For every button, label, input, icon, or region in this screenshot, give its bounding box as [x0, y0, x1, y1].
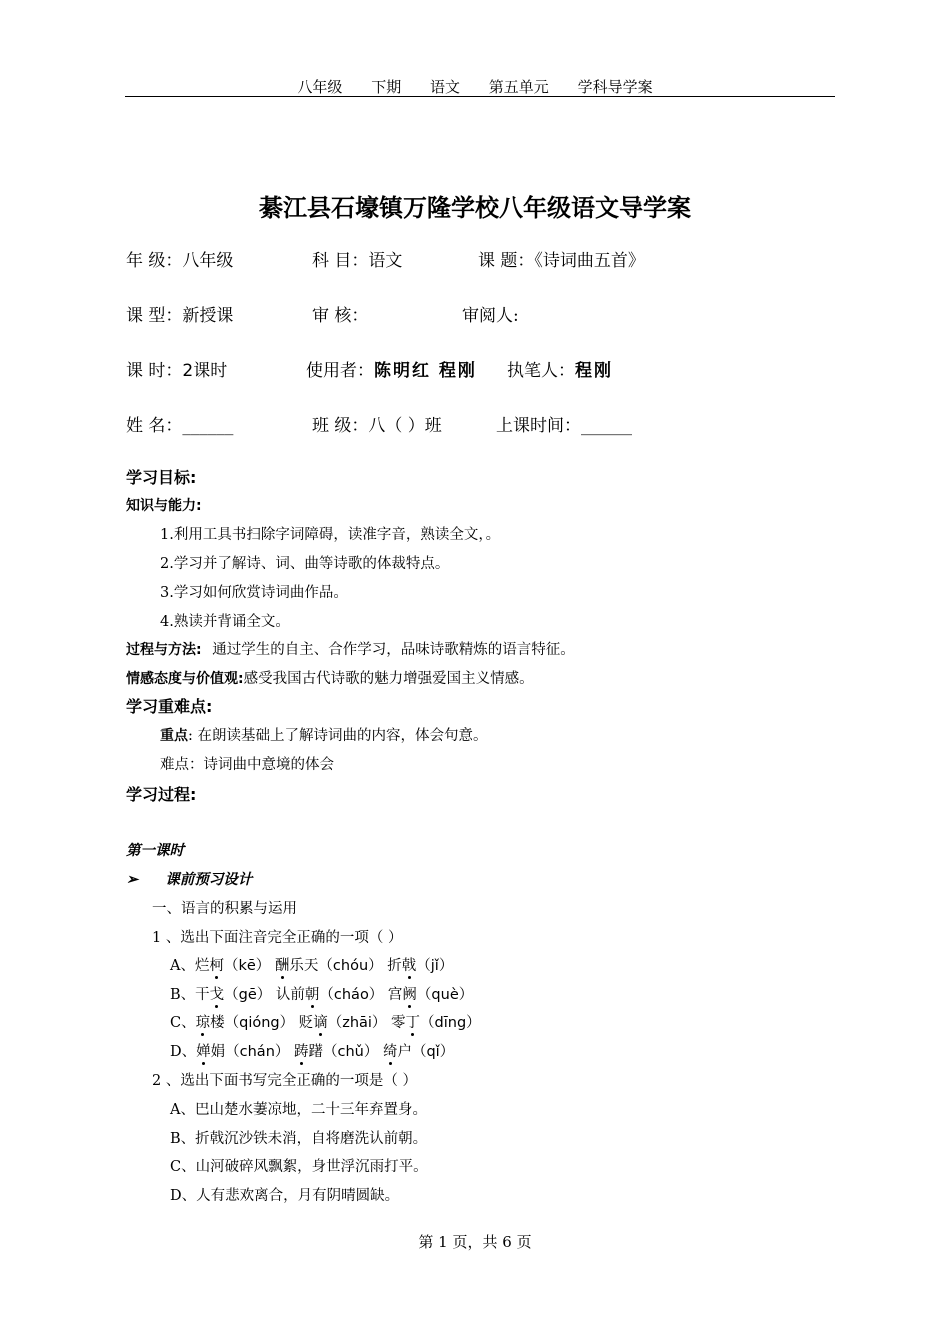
topic-value: 《诗词曲五首》 [534, 251, 645, 271]
meta-reader [462, 301, 519, 326]
process-heading: 学习过程: [126, 785, 197, 804]
header-term: 下期 [371, 78, 402, 96]
goal-item: 3.学习如何欣赏诗词曲作品。 [160, 585, 348, 601]
topic-label: 课 题： [478, 251, 535, 271]
name-blank: ______ [182, 416, 234, 436]
section-language: 一、语言的积累与运用 [152, 901, 297, 917]
preview-title: 课前预习设计 [165, 871, 253, 888]
q2-option-a: A、巴山楚水萋凉地，二十三年弃置身。 [170, 1102, 427, 1118]
author-value: 程刚 [575, 361, 613, 381]
preview-line [126, 868, 252, 889]
process-method-line [126, 638, 575, 659]
meta-topic [478, 246, 645, 271]
q1-option-c: C、琼楼（qióng） 贬谪（zhāi） 零丁（dīng） [170, 1015, 481, 1031]
meta-class [312, 411, 442, 436]
arrow-bullet-icon: ➢ [126, 871, 139, 888]
review-label: 审 核： [312, 306, 369, 326]
q2-option-d: D、人有悲欢离合，月有阴晴圆缺。 [170, 1188, 400, 1204]
meta-time [496, 411, 632, 436]
time-label: 上课时间： [496, 416, 581, 436]
meta-review [312, 301, 368, 326]
time-blank: ______ [581, 416, 632, 436]
q2-option-b: B、折戟沉沙铁未消，自将磨洗认前朝。 [170, 1131, 428, 1147]
users-label: 使用者： [306, 361, 374, 381]
q2-option-c: C、山河破碎风飘絮，身世浮沉雨打平。 [170, 1159, 428, 1175]
key-point-line [160, 724, 488, 745]
meta-grade [126, 246, 233, 271]
grade-label: 年 级： [126, 251, 183, 271]
hours-value: 2课时 [182, 361, 228, 381]
key-point-label: 重点 [160, 728, 188, 744]
subject-label: 科 目： [312, 251, 369, 271]
header-unit: 第五单元 [488, 78, 549, 96]
goal-item: 2.学习并了解诗、词、曲等诗歌的体裁特点。 [160, 556, 450, 572]
header-divider [125, 96, 835, 97]
class-label: 班 级： [312, 416, 369, 436]
hard-point-line: 难点：诗词曲中意境的体会 [160, 757, 334, 773]
knowledge-heading: 知识与能力: [126, 498, 202, 514]
emotion-line [126, 667, 534, 688]
process-label: 过程与方法: [126, 642, 202, 658]
goal-item: 4.熟读并背诵全文。 [160, 614, 290, 630]
lesson-label: 第一课时 [126, 842, 184, 859]
page-footer: 第 1 页，共 6 页 [418, 1233, 532, 1251]
header-grade: 八年级 [297, 78, 343, 96]
reader-label: 审阅人: [462, 306, 519, 326]
subject-value: 语文 [368, 251, 403, 271]
q1-option-a: A、烂柯（kē） 酬乐天（chóu） 折戟（jǐ） [170, 958, 454, 974]
question-2: 2 、选出下面书写完全正确的一项是（ ） [152, 1073, 417, 1089]
question-1: 1 、选出下面注音完全正确的一项（ ） [152, 930, 403, 946]
hours-label: 课 时： [126, 361, 183, 381]
q1-option-b: B、干戈（gē） 认前朝（cháo） 宫阙（què） [170, 987, 474, 1003]
emotion-label: 情感态度与价值观: [126, 671, 244, 687]
type-value: 新授课 [182, 306, 234, 326]
process-text: 通过学生的自主、合作学习，品味诗歌精炼的语言特征。 [212, 642, 575, 658]
key-point-text: : 在朗读基础上了解诗词曲的内容，体会句意。 [188, 728, 488, 744]
author-label: 执笔人： [507, 361, 575, 381]
meta-type [126, 301, 233, 326]
header-doc-type: 学科导学案 [577, 78, 653, 96]
meta-name [126, 411, 233, 436]
goals-heading: 学习目标: [126, 468, 197, 487]
goal-item: 1.利用工具书扫除字词障碍，读准字音，熟读全文，。 [160, 527, 501, 543]
running-header [0, 76, 950, 97]
meta-users [306, 356, 477, 381]
document-title: 綦江县石壕镇万隆学校八年级语文导学案 [259, 194, 691, 222]
header-subject: 语文 [429, 78, 460, 96]
meta-hours [126, 356, 227, 381]
users-value: 陈明红 程刚 [374, 361, 477, 381]
type-label: 课 型： [126, 306, 183, 326]
class-value: 八（ ）班 [368, 416, 442, 436]
difficulty-heading: 学习重难点: [126, 697, 213, 716]
meta-author [507, 356, 613, 381]
q1-option-d: D、婵娟（chán） 踌躇（chǔ） 绮户（qǐ） [170, 1044, 455, 1060]
name-label: 姓 名： [126, 416, 183, 436]
grade-value: 八年级 [182, 251, 234, 271]
emotion-text: 感受我国古代诗歌的魅力增强爱国主义情感。 [243, 671, 534, 687]
meta-subject [312, 246, 402, 271]
